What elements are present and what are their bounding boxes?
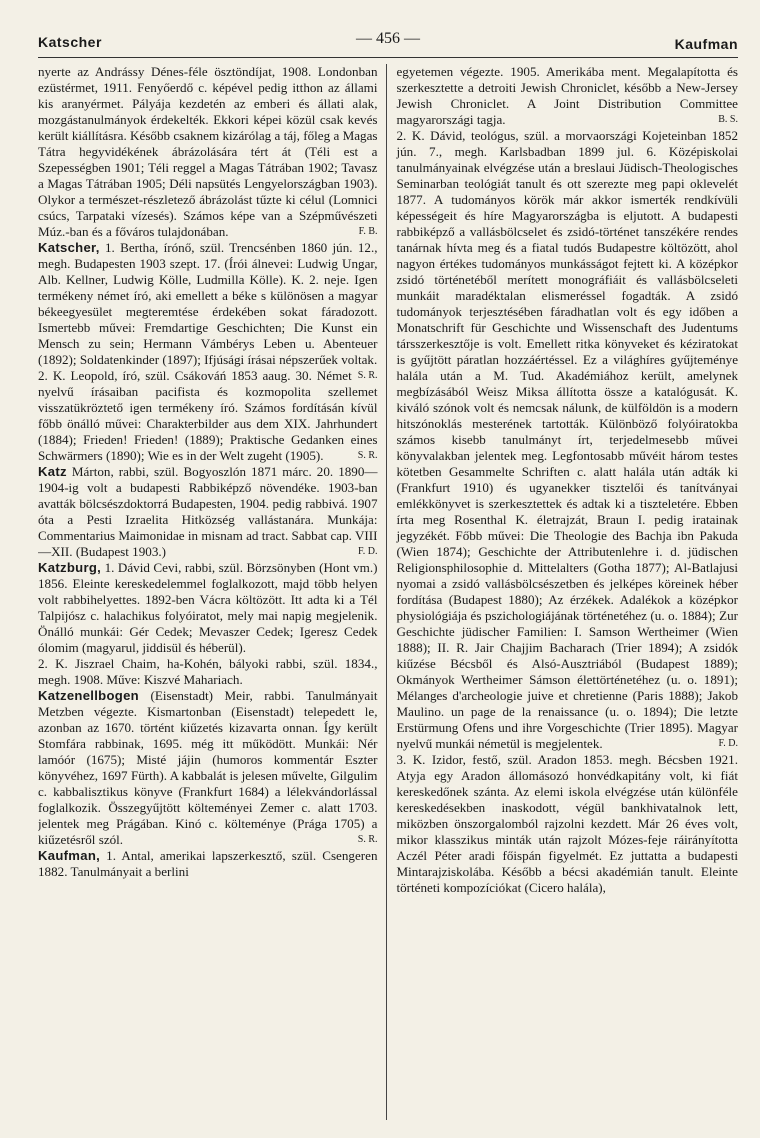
entry-headword: Kaufman,	[38, 848, 101, 863]
entry-text: 1. Bertha, írónő, szül. Trencsénben 1860 jún. 12., megh. Budapesten 1903 szept. 17. (Írói álnevei: Ludwig Ungar, Alb. Kellner, Ludwig Kölle, Ludmilla Kölle). K. 2. neje. Igen termékeny német író, aki emellett a béke s különösen a magyar békeegyesület megteremtése érdekében sokat fáradozott. Ismertebb művei: Fremdartige Geschichten; Die Kunst ein Mensch zu sein; Hermann Vámbérys Leben u. Abenteuer (1892); Soldatenkinder (1897); Ifjúsági írásai népszerűek voltak.	[38, 240, 378, 367]
author-signature: B. S.	[718, 114, 738, 125]
left-column	[38, 64, 386, 1120]
entry-headword: Katz	[38, 464, 67, 479]
header-left-keyword: Katscher	[38, 34, 102, 50]
encyclopedia-entry	[38, 560, 378, 656]
header-right-keyword: Kaufman	[674, 36, 738, 52]
entry-text: 2. K. Dávid, teológus, szül. a morvaországi Kojeteinban 1852 jún. 7., megh. Karlsbadban 1899 jul. 6. Középiskolai tanulmányainak elvégzése után a breslaui Jüdisch-Theologisches Seminarban teológiát tanult és ott szerezte meg papi oklevelét 1877. A tudományos körök már akkor ismerték rendkívüli képességeit és híre Magyarországba is eljutott. A budapesti rabbiképző a vallásbölcselet és zsidó-történet tanszékére rendes tanárnak hívta meg és a fiatal tudós Budapestre költözött, ahol nagyon értékes tudományos munkásságot fejtett ki. A középkor zsidó történetéből merített monográfiáit és vallásbölcseleti munkáit maradéktalan elismeréssel fogadták. A zsidó tudományok terjesztésében fáradhatlan volt és egy időben a Monatschrift für Geschichte und Wissenschaft des Judentums társszerkesztője is volt. Emellett ritka könyveket és kéziratokat is gyűjtött páratlan hozzáértéssel. Ez a világhíres gyűjteménye halála után a M. Tud. Akadémiához került, amelynek megbízásából Weisz Miksa állította össze a katalógusát. K. kiváló szónok volt és nemcsak nálunk, de külföldön is a modern hitszónoklás mesterének tartották. Különböző folyóiratokba számos kisebb tanulmányt írt, terjedelmesebb művei könyvalakban jelentek meg. Legfontosabb művéit három testes kötetben Gesammelte Schriften c. alatt halála után adták ki (Frankfurt 1910) és ugyanekker tisztelői és tanítványai emlékkönyvet is szerkesztettek és adtak ki a tiszteletére. Ebben írta meg Rosenthal K. életrajzát, Braun I. pedig iratainak jegyzékét. Főbb művei: Die Theologie des Bachja ibn Pakuda (Wien 1874); Geschichte der Attributenlehre i. d. jüdischen Religionsphilosophie d. Mittelalters (Gotha 1877); Al-Batlajusi nyomai a zsidó vallásbölcsészetben és jelképes köreinek héber fordítása (Budapest 1880); Az érzékek. Adalékok a középkor physiológiája és pszichologiájának történetéhez (u. o. 1884); Zur Geschichte jüdischer Familien: I. Samson Wertheimer (Wien 1888); II. R. Jair Chajjim Bacharach (Trier 1894); A zsidók kiűzése Bécsből és Alsó-Ausztriából (Budapest 1889); Okmányok Wertheimer Sámson élettörténetéhez (u. o. 1891); Mélanges d'archeologie juive et chretienne (Paris 1888); Jakob Maulino. un page de la renaissance (u. o. 1894); Die letzte Erstürmung Ofens und ihre Vorgeschichte (Trier 1895). Magyar nyelvű munkái németül is megjelentek.	[396, 128, 738, 751]
entry-headword: Katscher,	[38, 240, 100, 255]
right-column	[386, 64, 739, 1120]
encyclopedia-entry	[38, 848, 378, 880]
encyclopedia-entry	[397, 64, 739, 128]
encyclopedia-entry	[397, 752, 739, 896]
text-columns	[38, 64, 738, 1120]
encyclopedia-entry	[397, 128, 739, 752]
page-number: — 456 —	[356, 30, 420, 47]
entry-text: 3. K. Izidor, festő, szül. Aradon 1853. megh. Bécsben 1921. Atyja egy Aradon állomásozó honvédkapitány volt, ki fiát kereskedőnek szánta. Az elemi iskola elvégzése után különféle kereskedésekben inaskodott, végül bankhivatalnok lett, miközben önszorgalomból rajzolni kezdett. Már 26 éves volt, mikor klasszikus minták után rajzolt Mózes-feje ráirányította Aczél Péter aradi főispán figyelmét. Ez juttatta a budapesti Mintarajziskolába. Később a bécsi akadémián tanult. Eleinte történeti kompozíciókat (Cicero halála),	[396, 752, 738, 895]
author-signature: S. R.	[357, 834, 378, 845]
author-signature: S. R.	[357, 450, 378, 461]
author-signature: F. D.	[358, 546, 378, 557]
entry-headword: Katzenellbogen	[38, 688, 139, 703]
author-signature: S. R.	[357, 370, 378, 381]
author-signature: F. B.	[358, 226, 378, 237]
author-signature: F. D.	[718, 738, 738, 749]
entry-headword: Katzburg,	[38, 560, 102, 575]
header-rule	[38, 57, 738, 58]
encyclopedia-entry	[38, 240, 378, 381]
entry-text: nyerte az Andrássy Dénes-féle ösztöndíjat, 1908. Londonban ezüstérmet, 1911. Fenyőerdő c. képével pedig itthon az állami kis aranyérmet. Pályája kezdetén az emberi és állati alak, mozgástanulmányok érdekelték. Ekkori képei közül csak kevés került kiállításra. Később csaknem kizárólag a táj, főleg a Magas Tátra hegyvidékének ábrázolására tért át (Téli est a Szepességben 1901; Téli reggel a Magas Tátrában 1902; Tavasz a Magas Tátrában 1905; Déli napsütés Lengyelországban 1903). Olykor a természet-részletező ábrázolást tűzte ki célul (Lomnici csúcs, Tarpataki vízesés). Számos képe van a Szépművészeti Múz.-ban és a főváros tulajdonában.	[38, 64, 378, 239]
encyclopedia-entry	[38, 464, 378, 560]
entry-text: egyetemen végezte. 1905. Amerikába ment. Megalapította és szerkesztette a detroiti Jewish Chroniclet, később a New-Jersey Jewish Chroniclet. A Joint Distribution Committee magyarországi tagja.	[396, 64, 738, 127]
entry-text: 2. K. Jiszrael Chaim, ha-Kohén, bályoki rabbi, szül. 1834., megh. 1908. Műve: Kiszvé Mahariach.	[38, 656, 378, 687]
entry-text: (Eisenstadt) Meir, rabbi. Tanulmányait Metzben végezte. Kismartonban (Eisenstadt) telepedett le, azonban az 1670. történt kiűzetés kizavarta onnan. Így került Stomfára rabbinak, 1695. még itt működött. Munkái: Nér lamóór (1675); Misté jájin (humoros kommentár Eszter könyvéhez, 1697 Fürth). A kabbalát is jelesen művelte, Gilgulim c. kabbalisztikus könyve (Frankfurt 1684) a lélekvándorlással foglalkozik. Összegyűjtött költeményei Zemer c. alatt 1703. jelentek meg Prágában. Kinó c. költeménye (Prága 1705) a kiűzetésről szól.	[38, 688, 378, 847]
entry-text: 1. Dávid Cevi, rabbi, szül. Börzsönyben (Hont vm.) 1856. Eleinte kereskedelemmel foglalkozott, majd több helyen volt rabbihelyettes. 1892-ben Vácra költözött. Itt adta ki a Tél Talpijósz c. halachikus folyóiratot, mely mai napig megjelenik. Önálló munkái: Gér Cedek; Mevaszer Cedek; Igeresz Cedek ólomim (magyarul, jiddisül és héberül).	[38, 560, 378, 655]
encyclopedia-entry	[38, 64, 378, 240]
entry-text: 2. K. Leopold, író, szül. Csákováń 1853 aaug. 30. Német nyelvű írásaiban pacifista és kozmopolita szellemet visszatükröztető igen termékeny író. Számos fordításán kívül főbb önálló művei: Charakterbilder aus dem XIX. Jahrhundert (1884); Frieden! Frieden! (1889); Praktische Gedanken eines Schwärmers (1890); Wie es in der Welt zugeht (1905).	[38, 368, 378, 463]
encyclopedia-entry	[38, 368, 378, 464]
entry-text: Márton, rabbi, szül. Bogyoszlón 1871 márc. 20. 1890—1904-ig volt a budapesti Rabbiképző növendéke. 1903-ban avatták bölcsészdoktorrá Budapesten, 1904. pedig rabbivá. 1907 óta a Pesti Izraelita Hitközség vallástanára. Munkája: Commentarius Maimonidae in misnam ad tract. Sabbat cap. VIII—XII. (Budapest 1903.)	[38, 464, 378, 559]
encyclopedia-entry	[38, 688, 378, 848]
encyclopedia-entry	[38, 656, 378, 688]
running-header	[38, 28, 738, 54]
entry-text: 1. Antal, amerikai lapszerkesztő, szül. Csengeren 1882. Tanulmányait a berlini	[38, 848, 378, 879]
